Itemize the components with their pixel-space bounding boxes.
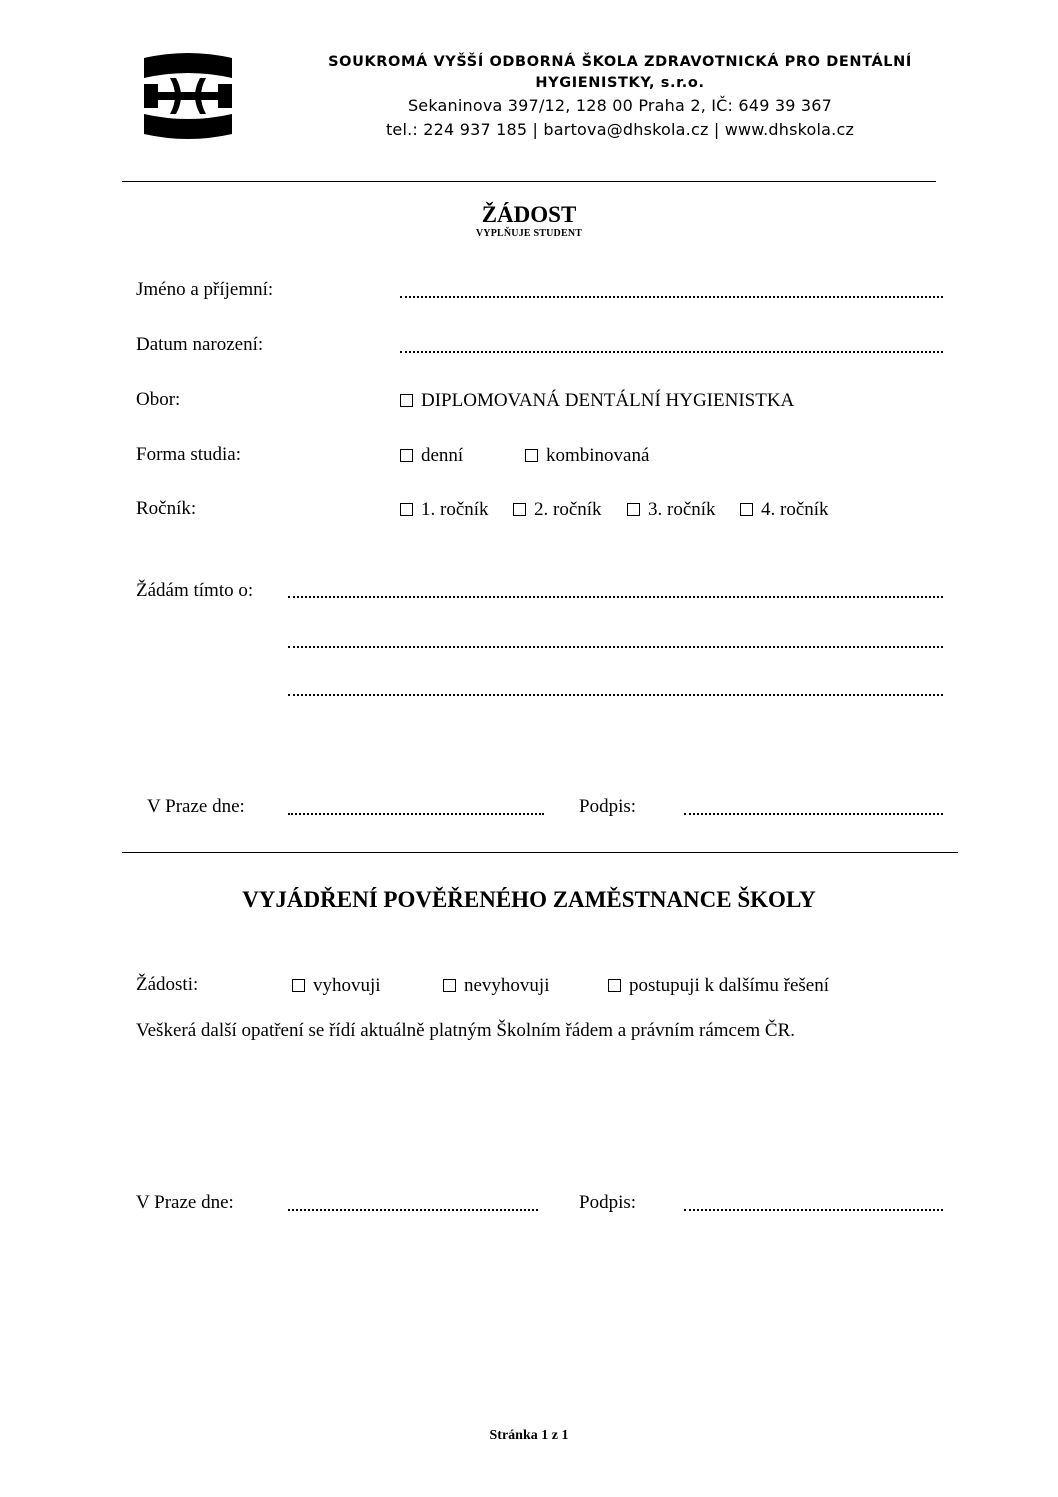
study-form-option-label: kombinovaná — [546, 445, 650, 466]
requests-label: Žádosti: — [136, 974, 199, 995]
request-subtitle: VYPLŇUJE STUDENT — [475, 228, 583, 239]
request-text-label: Žádám tímto o: — [136, 580, 254, 601]
student-date-field[interactable] — [288, 813, 544, 815]
school-header — [300, 52, 940, 142]
school-contact: tel.: 224 937 185 | bartova@dhskola.cz | www.dhskola.cz — [385, 120, 855, 139]
birth-date-label: Datum narození: — [136, 334, 264, 355]
year-option-4[interactable] — [740, 499, 829, 521]
student-place-date-label: V Praze dne: — [147, 796, 245, 817]
study-form-option-combined[interactable] — [525, 445, 649, 467]
checkbox-icon[interactable] — [740, 503, 753, 516]
field-option-dental-hygienist[interactable] — [400, 390, 794, 412]
page-number: Stránka 1 z 1 — [489, 1428, 569, 1443]
staff-signature-field[interactable] — [684, 1209, 943, 1211]
school-address: Sekaninova 397/12, 128 00 Praha 2, IČ: 649 39 367 — [407, 96, 833, 115]
staff-date-field[interactable] — [288, 1209, 538, 1211]
checkbox-icon[interactable] — [627, 503, 640, 516]
checkbox-icon[interactable] — [513, 503, 526, 516]
checkbox-icon[interactable] — [400, 394, 413, 407]
year-option-label: 4. ročník — [761, 499, 829, 520]
school-name-line1: SOUKROMÁ VYŠŠÍ ODBORNÁ ŠKOLA ZDRAVOTNICKÁ PRO DENTÁLNÍ — [328, 54, 912, 70]
checkbox-icon[interactable] — [525, 449, 538, 462]
header-divider — [122, 181, 936, 182]
decision-option-reject[interactable] — [443, 975, 550, 997]
staff-signature-label: Podpis: — [579, 1192, 637, 1213]
year-option-1[interactable] — [400, 499, 489, 521]
school-logo-icon — [140, 48, 236, 144]
staff-section-title: VYJÁDŘENÍ POVĚŘENÉHO ZAMĚSTNANCE ŠKOLY — [242, 887, 816, 912]
checkbox-icon[interactable] — [443, 979, 456, 992]
name-field[interactable] — [400, 296, 943, 298]
request-title: ŽÁDOST — [481, 202, 577, 227]
year-option-label: 1. ročník — [421, 499, 489, 520]
checkbox-icon[interactable] — [400, 449, 413, 462]
staff-place-date-label: V Praze dne: — [136, 1192, 234, 1213]
request-text-line-1[interactable] — [288, 596, 943, 598]
study-form-option-full-time[interactable] — [400, 445, 463, 467]
student-signature-label: Podpis: — [579, 796, 637, 817]
request-text-line-2[interactable] — [288, 646, 943, 648]
regulation-note: Veškerá další opatření se řídí aktuálně platným Školním řádem a právním rámcem ČR. — [136, 1020, 796, 1041]
request-text-line-3[interactable] — [288, 694, 943, 696]
year-option-label: 3. ročník — [648, 499, 716, 520]
year-option-3[interactable] — [627, 499, 716, 521]
year-option-label: 2. ročník — [534, 499, 602, 520]
section-divider — [122, 852, 958, 853]
school-name-line2: HYGIENISTKY, s.r.o. — [535, 75, 705, 91]
year-label: Ročník: — [136, 498, 197, 519]
decision-option-forward[interactable] — [608, 975, 829, 997]
decision-option-grant[interactable] — [292, 975, 381, 997]
student-signature-field[interactable] — [684, 813, 943, 815]
study-form-label: Forma studia: — [136, 444, 242, 465]
checkbox-icon[interactable] — [608, 979, 621, 992]
field-option-label: DIPLOMOVANÁ DENTÁLNÍ HYGIENISTKA — [421, 390, 795, 411]
decision-option-label: vyhovuji — [313, 975, 381, 996]
year-option-2[interactable] — [513, 499, 602, 521]
decision-option-label: nevyhovuji — [464, 975, 550, 996]
decision-option-label: postupuji k dalšímu řešení — [629, 975, 830, 996]
field-label: Obor: — [136, 389, 181, 410]
name-label: Jméno a příjemní: — [136, 279, 274, 300]
checkbox-icon[interactable] — [292, 979, 305, 992]
checkbox-icon[interactable] — [400, 503, 413, 516]
study-form-option-label: denní — [421, 445, 464, 466]
request-title-block — [0, 202, 1058, 239]
birth-date-field[interactable] — [400, 351, 943, 353]
